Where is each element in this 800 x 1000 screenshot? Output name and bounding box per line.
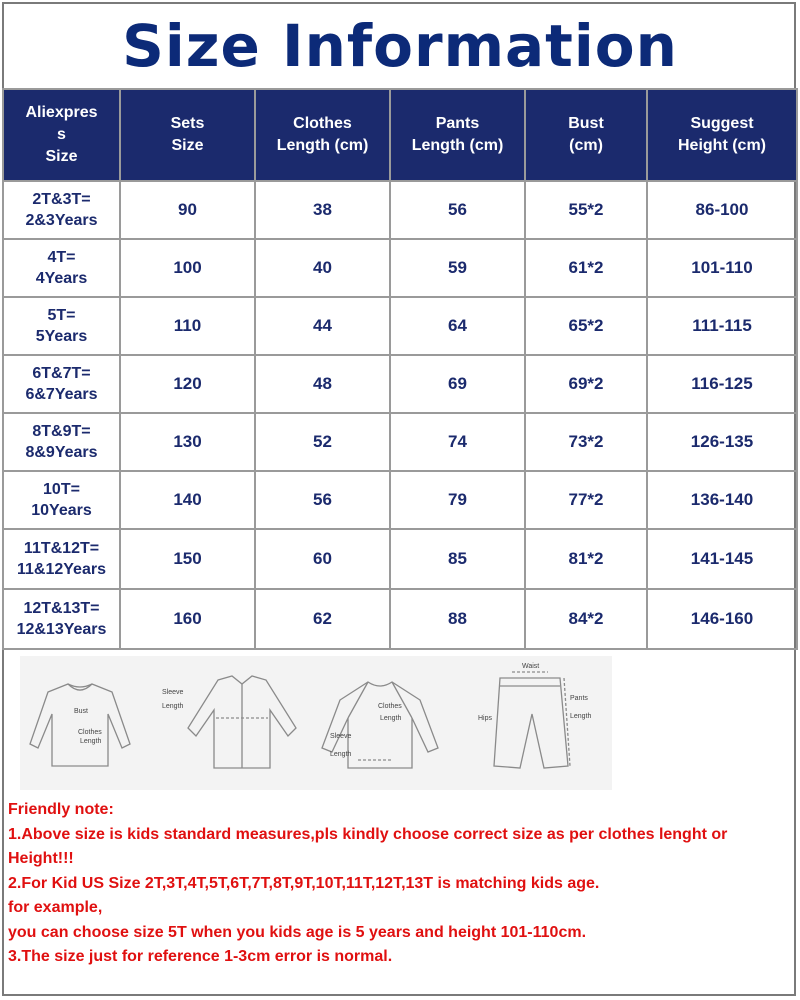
waist-label: Waist (522, 663, 540, 670)
sleeve-label-1: Sleeve (162, 689, 184, 696)
pants-length-label-1: Pants (570, 695, 588, 702)
size-cell: 10T= 10Years (3, 471, 120, 529)
table-cell: 65*2 (525, 297, 647, 355)
page-title: Size Information (122, 12, 678, 80)
column-header: Bust (cm) (525, 89, 647, 181)
note-line-3: for example, (8, 899, 103, 916)
table-cell: 116-125 (647, 355, 797, 413)
table-cell: 126-135 (647, 413, 797, 471)
pants-illustration (494, 672, 570, 768)
table-cell: 150 (120, 529, 255, 589)
table-cell: 136-140 (647, 471, 797, 529)
table-cell: 69 (390, 355, 525, 413)
table-cell: 74 (390, 413, 525, 471)
sleeve2-label-1: Sleeve (330, 733, 352, 740)
size-cell: 8T&9T= 8&9Years (3, 413, 120, 471)
table-cell: 84*2 (525, 589, 647, 649)
table-cell: 73*2 (525, 413, 647, 471)
sleeve-label-2: Length (162, 703, 184, 710)
column-header: Clothes Length (cm) (255, 89, 390, 181)
note-line-1: 1.Above size is kids standard measures,pls kindly choose correct size as per clothes lenght or Height!!! (8, 825, 728, 867)
table-cell: 146-160 (647, 589, 797, 649)
size-cell: 2T&3T= 2&3Years (3, 181, 120, 239)
garment-illustrations (20, 656, 612, 790)
note-line-5: 3.The size just for reference 1-3cm error is normal. (8, 948, 393, 965)
table-row (3, 355, 797, 413)
table-row (3, 297, 797, 355)
table-cell: 64 (390, 297, 525, 355)
sleeve2-label-2: Length (330, 751, 352, 758)
size-cell: 4T= 4Years (3, 239, 120, 297)
column-header: Sets Size (120, 89, 255, 181)
size-cell: 6T&7T= 6&7Years (3, 355, 120, 413)
sweater-front-illustration (30, 684, 130, 766)
hips-label: Hips (478, 715, 493, 722)
table-cell: 160 (120, 589, 255, 649)
table-row (3, 589, 797, 649)
table-cell: 52 (255, 413, 390, 471)
table-cell: 111-115 (647, 297, 797, 355)
table-cell: 44 (255, 297, 390, 355)
table-cell: 48 (255, 355, 390, 413)
table-cell: 130 (120, 413, 255, 471)
shirt-illustration (188, 676, 296, 768)
note-line-2: 2.For Kid US Size 2T,3T,4T,5T,6T,7T,8T,9T,10T,11T,12T,13T is matching kids age. (8, 874, 600, 892)
table-cell: 85 (390, 529, 525, 589)
size-table (2, 88, 798, 650)
table-cell: 56 (390, 181, 525, 239)
table-cell: 79 (390, 471, 525, 529)
table-cell: 62 (255, 589, 390, 649)
table-cell: 120 (120, 355, 255, 413)
size-cell: 5T= 5Years (3, 297, 120, 355)
table-cell: 61*2 (525, 239, 647, 297)
table-header-row (3, 89, 797, 181)
clothes2-label-1: Clothes (378, 703, 402, 710)
note-line-4: you can choose size 5T when you kids age is 5 years and height 101-110cm. (8, 923, 587, 941)
table-cell: 69*2 (525, 355, 647, 413)
table-cell: 40 (255, 239, 390, 297)
table-cell: 141-145 (647, 529, 797, 589)
table-row (3, 413, 797, 471)
size-cell: 12T&13T= 12&13Years (3, 589, 120, 649)
table-cell: 55*2 (525, 181, 647, 239)
table-cell: 59 (390, 239, 525, 297)
table-cell: 140 (120, 471, 255, 529)
table-cell: 56 (255, 471, 390, 529)
table-cell: 90 (120, 181, 255, 239)
table-cell: 101-110 (647, 239, 797, 297)
note-heading: Friendly note: (8, 801, 114, 818)
size-cell: 11T&12T= 11&12Years (3, 529, 120, 589)
column-header: Suggest Height (cm) (647, 89, 797, 181)
table-cell: 38 (255, 181, 390, 239)
table-row (3, 471, 797, 529)
clothes-length-label-1: Clothes (78, 729, 102, 736)
table-cell: 81*2 (525, 529, 647, 589)
bust-label: Bust (74, 708, 89, 715)
table-cell: 60 (255, 529, 390, 589)
column-header: Aliexpres s Size (3, 89, 120, 181)
table-row (3, 529, 797, 589)
table-cell: 86-100 (647, 181, 797, 239)
table-row (3, 181, 797, 239)
clothes2-label-2: Length (380, 715, 402, 722)
table-row (3, 239, 797, 297)
column-header: Pants Length (cm) (390, 89, 525, 181)
table-cell: 77*2 (525, 471, 647, 529)
friendly-note (8, 798, 794, 970)
table-cell: 88 (390, 589, 525, 649)
measurement-diagram (2, 650, 796, 798)
pants-length-label-2: Length (570, 713, 592, 720)
table-cell: 110 (120, 297, 255, 355)
table-cell: 100 (120, 239, 255, 297)
clothes-length-label-2: Length (80, 738, 102, 745)
